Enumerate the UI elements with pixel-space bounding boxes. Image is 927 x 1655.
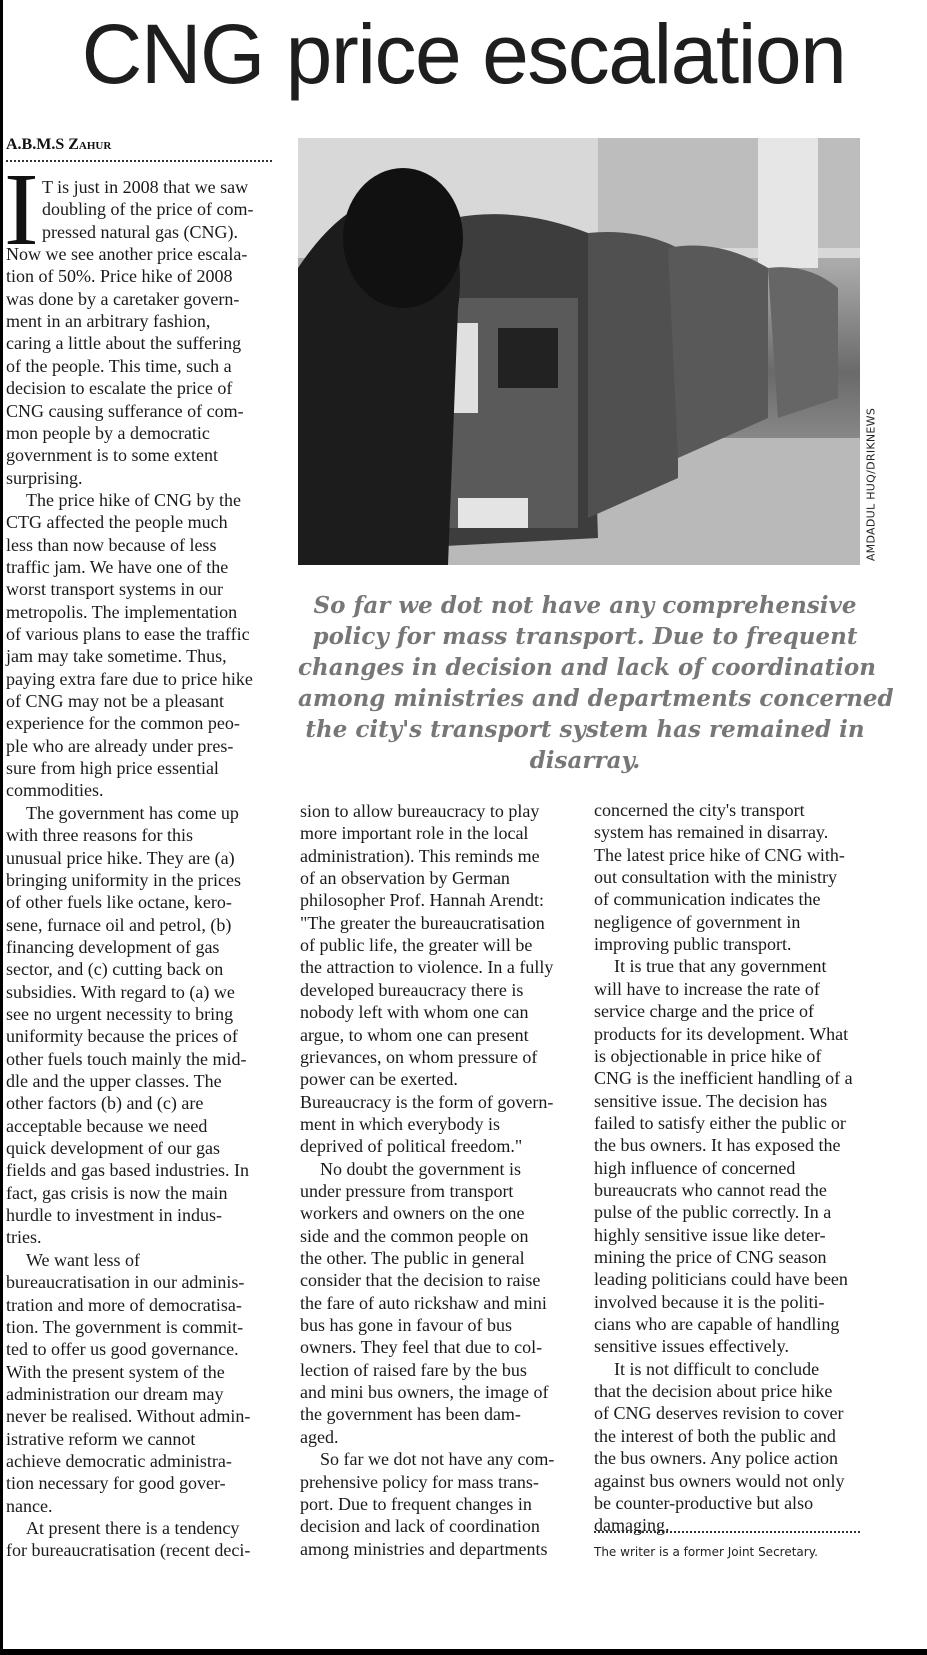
article-text-line: be counter-productive but also bbox=[594, 1492, 814, 1513]
pull-quote-line: among ministries and departments concerned bbox=[298, 685, 894, 712]
article-text-line: mining the price of CNG season bbox=[594, 1247, 827, 1267]
article-text-line: ment in an arbitrary fashion, bbox=[6, 311, 211, 332]
article-text-line: nobody left with whom one can bbox=[300, 1002, 529, 1023]
article-text-line: cians who are capable of handling bbox=[594, 1314, 840, 1335]
article-text-line: worst transport systems in our bbox=[6, 579, 223, 600]
article-text-line: metropolis. The implementation bbox=[6, 601, 238, 622]
article-text-line: the bus owners. It has exposed the bbox=[594, 1135, 841, 1156]
article-text-line: was done by a caretaker govern- bbox=[6, 288, 240, 309]
article-text-line: decision and lack of coordination bbox=[300, 1516, 540, 1537]
article-text-line: less than now because of less bbox=[6, 534, 217, 555]
article-text-line: high influence of concerned bbox=[594, 1157, 796, 1178]
article-text-line: philosopher Prof. Hannah Arendt: bbox=[300, 890, 544, 911]
article-text-line: hurdle to investment in indus- bbox=[6, 1205, 222, 1226]
pull-quote-line: changes in decision and lack of coordination bbox=[298, 654, 876, 681]
article-text-line: power can be exerted. bbox=[300, 1069, 458, 1090]
article-text-line: paying extra fare due to price hike bbox=[6, 668, 253, 689]
article-text-line: bureaucrats who cannot read the bbox=[594, 1179, 827, 1200]
article-text-line: fields and gas based industries. In bbox=[6, 1160, 249, 1181]
article-text-line: grievances, on whom pressure of bbox=[300, 1046, 538, 1067]
article-text-line: of an observation by German bbox=[300, 868, 510, 889]
article-text-line: highly sensitive issue like deter- bbox=[594, 1224, 826, 1245]
article-text-line: commodities. bbox=[6, 780, 104, 801]
article-text-line: experience for the common peo- bbox=[6, 713, 240, 734]
article-text-line: doubling of the price of com- bbox=[42, 199, 254, 220]
article-text-line: It is true that any government bbox=[614, 956, 827, 977]
article-text-line: With the present system of the bbox=[6, 1361, 225, 1382]
article-text-line: subsidies. With regard to (a) we bbox=[6, 981, 235, 1002]
article-text-line: T is just in 2008 that we saw bbox=[42, 177, 249, 197]
article-text-line: traffic jam. We have one of the bbox=[6, 556, 229, 577]
pull-quote-line: the city's transport system has remained in bbox=[305, 716, 865, 743]
article-text-line: pressed natural gas (CNG). bbox=[42, 221, 238, 242]
article-text-line: sion to allow bureaucracy to play bbox=[300, 801, 540, 821]
article-text-line: owners. They feel that due to col- bbox=[300, 1337, 543, 1358]
article-text-line: consider that the decision to raise bbox=[300, 1270, 541, 1291]
article-text-line: damaging. bbox=[594, 1515, 670, 1536]
article-text-line: Now we see another price escala- bbox=[6, 244, 248, 265]
footer-divider bbox=[594, 1531, 860, 1533]
article-text-line: caring a little about the suffering bbox=[6, 333, 242, 354]
byline: A.B.M.S Zahur bbox=[6, 136, 112, 153]
article-text-line: achieve democratic administra- bbox=[6, 1450, 232, 1471]
article-text-line: of various plans to ease the traffic bbox=[6, 624, 250, 644]
article-text-line: CNG causing sufferance of com- bbox=[6, 400, 244, 421]
article-text-line: pulse of the public correctly. In a bbox=[594, 1202, 832, 1223]
article-text-line: unusual price hike. They are (a) bbox=[6, 847, 235, 868]
article-text-line: It is not difficult to conclude bbox=[614, 1358, 820, 1379]
article-text-line: improving public transport. bbox=[594, 934, 792, 955]
article-text-line: The government has come up bbox=[26, 802, 239, 823]
article-column-1 bbox=[6, 176, 282, 1561]
photo-credit: AMDADUL HUQ/DRIKNEWS bbox=[864, 407, 878, 562]
article-text-line: developed bureaucracy there is bbox=[300, 979, 524, 1000]
article-text-line: for bureaucratisation (recent deci- bbox=[6, 1540, 251, 1561]
headline: CNG price escalation bbox=[81, 7, 846, 101]
article-text-line: "The greater the bureaucratisation bbox=[300, 912, 545, 933]
page-border-left bbox=[0, 0, 3, 1655]
page-border-bottom bbox=[0, 1649, 927, 1655]
article-text-line: administration). This reminds me bbox=[300, 845, 540, 866]
article-text-line: sensitive issues effectively. bbox=[594, 1336, 789, 1357]
article-text-line: ple who are already under pres- bbox=[6, 735, 234, 756]
article-text-line: of communication indicates the bbox=[594, 889, 821, 910]
article-text-line: the attraction to violence. In a fully bbox=[300, 957, 554, 978]
article-text-line: other factors (b) and (c) are bbox=[6, 1093, 204, 1114]
article-text-line: ment in which everybody is bbox=[300, 1113, 500, 1134]
article-text-line: ted to offer us good governance. bbox=[6, 1339, 239, 1360]
article-text-line: mon people by a democratic bbox=[6, 422, 210, 443]
article-text-line: No doubt the government is bbox=[320, 1158, 521, 1179]
article-text-line: of CNG may not be a pleasant bbox=[6, 691, 224, 712]
article-text-line: bringing uniformity in the prices bbox=[6, 869, 241, 890]
article-text-line: The latest price hike of CNG with- bbox=[594, 844, 845, 865]
article-text-line: among ministries and departments bbox=[300, 1538, 548, 1559]
article-text-line: bus has gone in favour of bus bbox=[300, 1315, 512, 1336]
article-text-line: of CNG deserves revision to cover bbox=[594, 1403, 844, 1424]
article-text-line: So far we dot not have any com- bbox=[320, 1449, 555, 1470]
article-text-line: istrative reform we cannot bbox=[6, 1428, 196, 1449]
article-text-line: We want less of bbox=[26, 1249, 141, 1270]
drop-cap: I bbox=[4, 152, 39, 267]
article-text-line: will have to increase the rate of bbox=[594, 978, 820, 999]
article-text-line: other fuels touch mainly the mid- bbox=[6, 1048, 247, 1069]
article-text-line: At present there is a tendency bbox=[26, 1518, 240, 1538]
article-photo bbox=[298, 138, 860, 565]
article-text-line: sensitive issue. The decision has bbox=[594, 1090, 828, 1111]
author-note: The writer is a former Joint Secretary. bbox=[594, 1545, 818, 1559]
article-text-line: aged. bbox=[300, 1426, 339, 1447]
pull-quote-line: disarray. bbox=[529, 747, 641, 774]
article-text-line: CNG is the inefficient handling of a bbox=[594, 1068, 853, 1089]
article-text-line: tion necessary for good gover- bbox=[6, 1473, 226, 1494]
article-text-line: nance. bbox=[6, 1495, 53, 1516]
article-text-line: negligence of government in bbox=[594, 911, 801, 932]
article-text-line: prehensive policy for mass trans- bbox=[300, 1471, 539, 1492]
article-text-line: CTG affected the people much bbox=[6, 512, 228, 533]
article-text-line: The price hike of CNG by the bbox=[26, 489, 241, 510]
article-text-line: sector, and (c) cutting back on bbox=[6, 959, 224, 980]
article-text-line: with three reasons for this bbox=[6, 825, 193, 846]
article-text-line: under pressure from transport bbox=[300, 1180, 514, 1201]
article-text-line: financing development of gas bbox=[6, 936, 220, 957]
article-text-line: port. Due to frequent changes in bbox=[300, 1493, 532, 1514]
article-text-line: workers and owners on the one bbox=[300, 1203, 525, 1224]
pull-quote bbox=[298, 590, 894, 776]
article-text-line: the government has been dam- bbox=[300, 1404, 521, 1425]
article-text-line: tration and more of democratisa- bbox=[6, 1294, 242, 1315]
article-text-line: is objectionable in price hike of bbox=[594, 1045, 822, 1066]
article-text-line: that the decision about price hike bbox=[594, 1381, 833, 1402]
article-text-line: leading politicians could have been bbox=[594, 1269, 848, 1290]
article-text-line: deprived of political freedom." bbox=[300, 1136, 523, 1157]
article-text-line: tion of 50%. Price hike of 2008 bbox=[6, 266, 233, 287]
article-text-line: sure from high price essential bbox=[6, 758, 219, 779]
article-text-line: involved because it is the politi- bbox=[594, 1291, 825, 1312]
article-text-line: Bureaucracy is the form of govern- bbox=[300, 1091, 554, 1112]
article-text-line: never be realised. Without admin- bbox=[6, 1406, 251, 1427]
byline-divider bbox=[6, 160, 272, 162]
article-text-line: failed to satisfy either the public or bbox=[594, 1112, 846, 1133]
article-text-line: surprising. bbox=[6, 467, 83, 488]
photo-auto-rickshaws bbox=[298, 138, 860, 565]
article-text-line: concerned the city's transport bbox=[594, 800, 805, 820]
article-text-line: argue, to whom one can present bbox=[300, 1024, 529, 1045]
article-text-line: out consultation with the ministry bbox=[594, 867, 837, 888]
article-text-line: tries. bbox=[6, 1227, 42, 1248]
article-text-line: fact, gas crisis is now the main bbox=[6, 1182, 228, 1203]
article-text-line: system has remained in disarray. bbox=[594, 822, 829, 843]
article-text-line: sene, furnace oil and petrol, (b) bbox=[6, 914, 232, 935]
article-text-line: quick development of our gas bbox=[6, 1138, 220, 1159]
article-text-line: decision to escalate the price of bbox=[6, 378, 233, 399]
article-text-line: and mini bus owners, the image of bbox=[300, 1382, 549, 1403]
article-text-line: administration our dream may bbox=[6, 1383, 224, 1404]
article-text-line: service charge and the price of bbox=[594, 1001, 815, 1022]
article-text-line: the bus owners. Any police action bbox=[594, 1448, 838, 1469]
article-text-line: against bus owners would not only bbox=[594, 1470, 845, 1491]
article-text-line: the fare of auto rickshaw and mini bbox=[300, 1292, 547, 1313]
article-text-line: government is to some extent bbox=[6, 445, 218, 466]
article-text-line: more important role in the local bbox=[300, 823, 529, 844]
article-text-line: jam may take sometime. Thus, bbox=[6, 646, 227, 667]
article-text-line: bureaucratisation in our adminis- bbox=[6, 1272, 245, 1293]
article-text-line: lection of raised fare by the bus bbox=[300, 1359, 527, 1380]
article-column-2 bbox=[300, 800, 578, 1560]
article-column-3 bbox=[594, 799, 874, 1539]
article-text-line: side and the common people on bbox=[300, 1225, 529, 1246]
article-text-line: the interest of both the public and bbox=[594, 1425, 836, 1446]
pull-quote-line: policy for mass transport. Due to frequent bbox=[312, 623, 858, 650]
pull-quote-line: So far we dot not have any comprehensive bbox=[313, 592, 857, 619]
article-text-line: of other fuels like octane, kero- bbox=[6, 892, 232, 913]
article-text-line: see no urgent necessity to bring bbox=[6, 1003, 234, 1024]
article-text-line: acceptable because we need bbox=[6, 1115, 208, 1136]
article-text-line: the other. The public in general bbox=[300, 1248, 525, 1268]
article-text-line: tion. The government is commit- bbox=[6, 1316, 244, 1337]
article-text-line: uniformity because the prices of bbox=[6, 1026, 238, 1047]
article-text-line: of public life, the greater will be bbox=[300, 935, 533, 956]
article-text-line: dle and the upper classes. The bbox=[6, 1071, 222, 1091]
article-text-line: products for its development. What bbox=[594, 1023, 849, 1044]
article-text-line: of the people. This time, such a bbox=[6, 355, 232, 376]
